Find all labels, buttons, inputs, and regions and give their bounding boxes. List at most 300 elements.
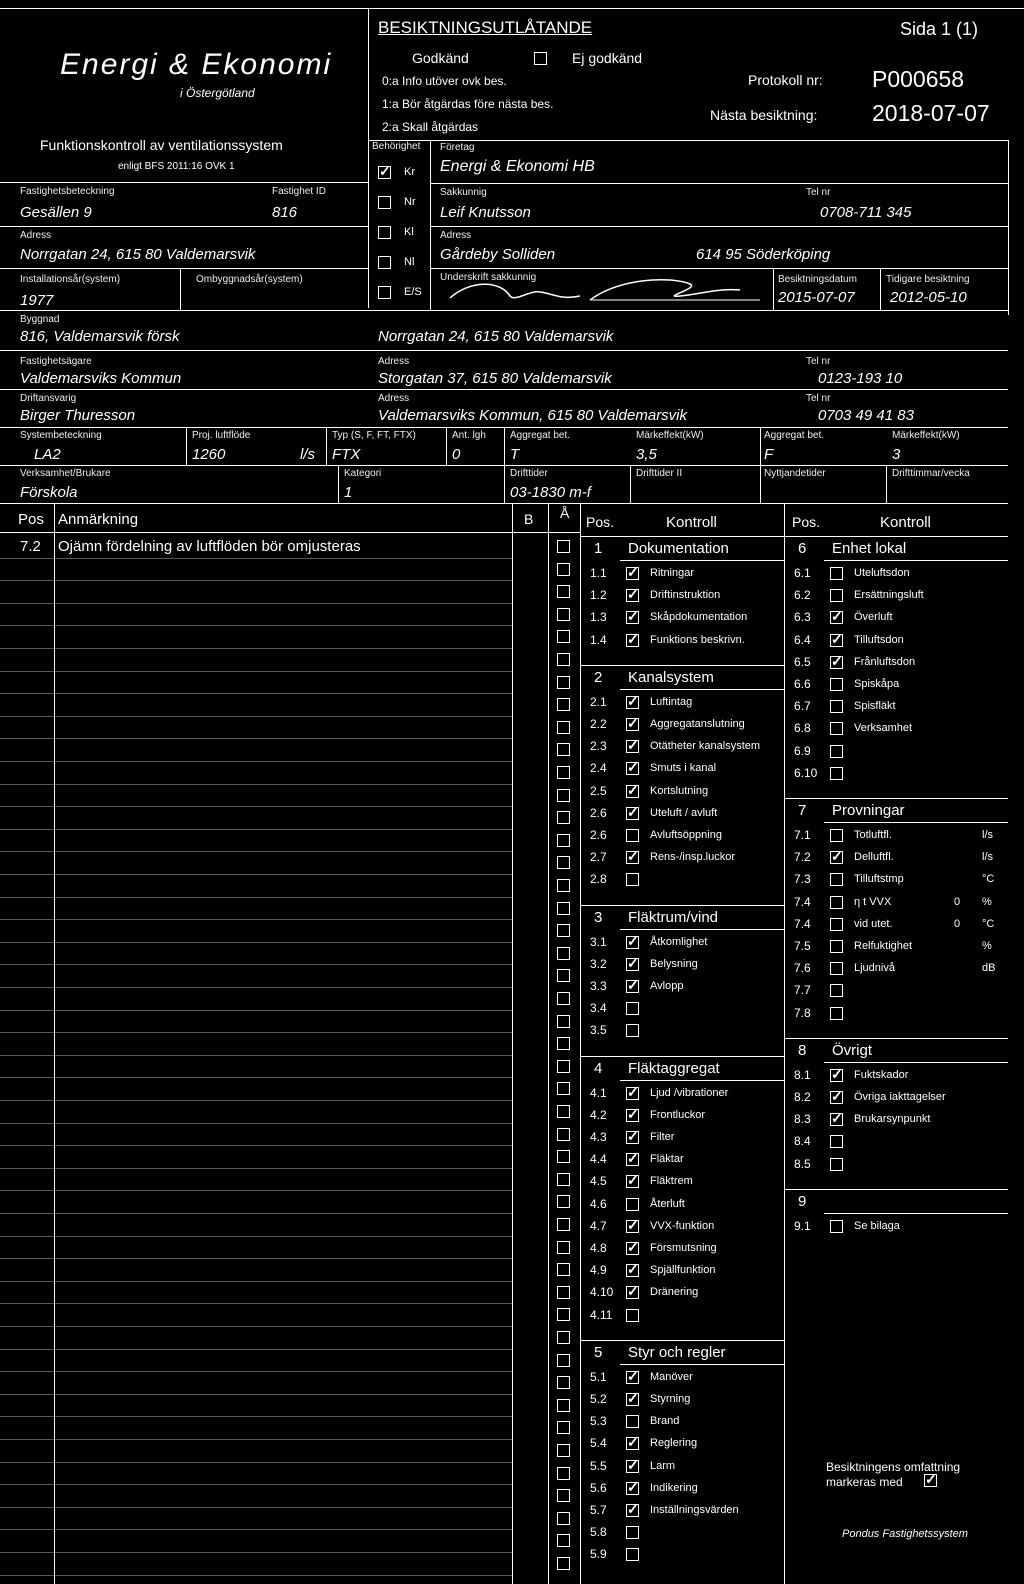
kontroll-pos: 2.8: [590, 872, 607, 887]
typ-value: FTX: [332, 446, 361, 463]
aggregat1-label: Aggregat bet.: [510, 430, 571, 441]
kontroll-item-label: Ljudnivå: [854, 962, 895, 975]
remark-a-checkbox[interactable]: [557, 811, 570, 824]
remark-a-checkbox[interactable]: [557, 1150, 570, 1163]
systembeteckning-label: Systembeteckning: [20, 430, 102, 441]
kontroll-item-label: Totluftfl.: [854, 829, 892, 841]
tidigare-value: 2012-05-10: [890, 289, 967, 306]
kontroll-checkbox[interactable]: [830, 700, 843, 713]
kontroll-item-label: Otätheter kanalsystem: [650, 740, 761, 753]
kontroll-item-label: Fläktrem: [650, 1175, 693, 1188]
kontroll-pos: 6.6: [794, 677, 811, 691]
kontroll-checkbox[interactable]: [626, 980, 639, 993]
kontroll-pos: 5.9: [590, 1547, 607, 1562]
kontroll-checkbox[interactable]: [830, 896, 843, 909]
kontroll-checkbox[interactable]: [626, 1109, 639, 1122]
remarks-b-header: B: [524, 511, 534, 527]
kontroll-item-label: Spisfläkt: [854, 700, 896, 713]
kontroll-item-label: Verksamhet: [854, 722, 913, 735]
kontroll-item-label: Se bilaga: [854, 1219, 900, 1232]
besiktningsdatum-label: Besiktningsdatum: [778, 274, 857, 285]
tidigare-label: Tidigare besiktning: [886, 274, 970, 285]
kontroll-item-label: Filter: [650, 1131, 675, 1143]
footer-brand: Pondus Fastighetssystem: [842, 1528, 968, 1540]
remark-a-checkbox[interactable]: [557, 540, 570, 553]
kontroll-checkbox[interactable]: [626, 851, 639, 864]
kontroll-checkbox[interactable]: [830, 634, 843, 647]
kontroll-item-label: Kortslutning: [650, 784, 709, 797]
kontroll-pos-header-left: Pos.: [586, 514, 615, 530]
remark-a-checkbox[interactable]: [557, 608, 570, 621]
kontroll-item-label: Brukarsynpunkt: [854, 1113, 931, 1126]
kontroll-item-label: vid utet.: [854, 917, 893, 930]
drift-tel: 0703 49 41 83: [818, 407, 914, 424]
remark-a-checkbox[interactable]: [557, 1534, 570, 1547]
remark-a-checkbox[interactable]: [557, 1467, 570, 1480]
kontroll-pos: 6.4: [794, 632, 811, 647]
section-number: 4: [594, 1059, 603, 1077]
kontroll-checkbox[interactable]: [626, 1087, 639, 1100]
kontroll-checkbox[interactable]: [626, 1024, 639, 1037]
remark-a-checkbox[interactable]: [557, 1082, 570, 1095]
kontroll-checkbox[interactable]: [830, 567, 843, 580]
remark-a-checkbox[interactable]: [557, 698, 570, 711]
section-title: Fläktrum/vind: [628, 908, 719, 926]
kontroll-pos: 4.11: [590, 1307, 613, 1322]
kontroll-pos: 4.3: [590, 1130, 607, 1144]
remark-a-checkbox[interactable]: [557, 789, 570, 802]
kontroll-pos: 6.3: [794, 610, 811, 625]
kontroll-checkbox[interactable]: [626, 785, 639, 798]
remark-a-checkbox[interactable]: [557, 630, 570, 643]
kontroll-checkbox[interactable]: [626, 1548, 639, 1561]
kontroll-item-unit: °C: [982, 873, 995, 886]
foretag-label: Företag: [440, 142, 475, 153]
kontroll-item-label: Inställningsvärden: [650, 1504, 739, 1516]
kontroll-checkbox[interactable]: [830, 940, 843, 953]
kontroll-item-label: Avlopp: [650, 980, 684, 992]
legend-1: 1:a Bör åtgärdas före nästa bes.: [382, 97, 554, 111]
kontroll-pos: 5.5: [590, 1458, 607, 1473]
section-title: Dokumentation: [628, 540, 729, 557]
legend-2: 2:a Skall åtgärdas: [382, 120, 479, 134]
sakkunnig-label: Sakkunnig: [440, 187, 487, 198]
fastighet-adress-label: Adress: [20, 230, 52, 241]
kontroll-header-right: Kontroll: [880, 514, 931, 531]
kontroll-item-label: Ljud /vibrationer: [650, 1086, 729, 1099]
kontroll-item-label: Brand: [650, 1415, 680, 1428]
kontroll-checkbox[interactable]: [830, 656, 843, 669]
nyttjandetider-label: Nyttjandetider: [764, 468, 826, 479]
remark-a-checkbox[interactable]: [557, 902, 570, 915]
kontroll-item-label: Indikering: [650, 1481, 698, 1494]
kontroll-item-label: Frontluckor: [650, 1108, 706, 1121]
kontroll-checkbox[interactable]: [626, 958, 639, 971]
kontroll-item-label: Frånluftsdon: [854, 655, 916, 668]
kontroll-item-label: Spiskåpa: [854, 678, 900, 690]
underskrift-label: Underskrift sakkunnig: [440, 272, 537, 283]
nasta-besiktning-label: Nästa besiktning:: [710, 107, 818, 123]
verksamhet-value: Förskola: [20, 484, 78, 501]
remark-a-checkbox[interactable]: [557, 1037, 570, 1050]
kontroll-checkbox[interactable]: [626, 1002, 639, 1015]
remark-a-checkbox[interactable]: [557, 1128, 570, 1141]
kontroll-checkbox[interactable]: [830, 1158, 843, 1171]
section-title: Enhet lokal: [832, 540, 907, 557]
kontroll-item-label: Ersättningsluft: [854, 589, 924, 602]
kontroll-checkbox[interactable]: [626, 936, 639, 949]
remark-a-checkbox[interactable]: [557, 1331, 570, 1344]
kontroll-checkbox[interactable]: [626, 1482, 639, 1495]
kontroll-pos: 7.7: [794, 983, 811, 998]
drifttider-value: 03-1830 m-f: [510, 484, 591, 501]
kontroll-checkbox[interactable]: [626, 611, 639, 624]
remark-a-checkbox[interactable]: [557, 1195, 570, 1208]
drift-adress-label: Adress: [378, 393, 410, 404]
remark-a-checkbox[interactable]: [557, 1060, 570, 1073]
kontroll-checkbox[interactable]: [830, 589, 843, 602]
verksamhet-label: Verksamhet/Brukare: [20, 468, 111, 479]
remark-a-checkbox[interactable]: [557, 969, 570, 982]
kontroll-item-unit: °C: [982, 917, 995, 930]
kontroll-item-label: Fläktar: [650, 1153, 684, 1166]
section-number: 3: [594, 908, 603, 926]
kontroll-item-label: Styrning: [650, 1393, 691, 1405]
drift-adress: Valdemarsviks Kommun, 615 80 Valdemarsvik: [378, 407, 688, 424]
kontroll-pos: 6.8: [794, 721, 811, 736]
remark-a-checkbox[interactable]: [557, 1399, 570, 1412]
section-title: Fläktaggregat: [628, 1059, 720, 1077]
remark-a-checkbox[interactable]: [557, 676, 570, 689]
kontroll-pos: 3.1: [590, 934, 607, 949]
kontroll-checkbox[interactable]: [830, 873, 843, 886]
kontroll-checkbox[interactable]: [830, 767, 843, 780]
kontroll-pos: 2.1: [590, 694, 607, 709]
systembeteckning-value: LA2: [34, 446, 61, 463]
form-subtitle: enligt BFS 2011:16 OVK 1: [118, 161, 235, 172]
drifttimmar-label: Drifttimmar/vecka: [892, 468, 970, 479]
section-number: 7: [798, 802, 807, 819]
kontroll-checkbox[interactable]: [830, 678, 843, 691]
behorighet-checkbox-3[interactable]: [378, 256, 391, 269]
besiktningsdatum-value: 2015-07-07: [778, 289, 855, 306]
kontroll-item-label: Manöver: [650, 1370, 693, 1383]
kontroll-item-label: Övriga iakttagelser: [854, 1091, 946, 1103]
kontroll-checkbox[interactable]: [626, 1175, 639, 1188]
legend-0: 0:a Info utöver ovk bes.: [382, 74, 507, 88]
company-logo: Energi & Ekonomi: [60, 48, 333, 81]
kontroll-pos: 4.10: [590, 1285, 614, 1300]
kontroll-checkbox[interactable]: [830, 1069, 843, 1082]
remark-a-checkbox[interactable]: [557, 1308, 570, 1321]
behorighet-checkbox-2[interactable]: [378, 226, 391, 239]
kontroll-pos: 2.7: [590, 850, 607, 865]
kontroll-checkbox[interactable]: [626, 1504, 639, 1517]
kontroll-checkbox[interactable]: [830, 1007, 843, 1020]
kontroll-pos: 2.5: [590, 783, 607, 798]
company-logo-subtitle: i Östergötland: [180, 86, 255, 100]
kontroll-checkbox[interactable]: [626, 1153, 639, 1166]
section-title: Styr och regler: [628, 1343, 726, 1361]
kontroll-item-label: Återluft: [650, 1197, 685, 1210]
behorighet-code: Kl: [404, 226, 414, 238]
kontroll-pos: 2.4: [590, 761, 607, 776]
kontroll-checkbox[interactable]: [626, 740, 639, 753]
kontroll-checkbox[interactable]: [626, 1198, 639, 1211]
kontroll-checkbox[interactable]: [830, 851, 843, 864]
kontroll-checkbox[interactable]: [626, 1460, 639, 1473]
remark-a-checkbox[interactable]: [557, 1286, 570, 1299]
kontroll-pos: 4.1: [590, 1085, 607, 1100]
kontroll-checkbox[interactable]: [626, 1415, 639, 1428]
kontroll-pos: 3.3: [590, 979, 607, 993]
kontroll-pos: 4.6: [590, 1196, 607, 1211]
kontroll-checkbox[interactable]: [830, 611, 843, 624]
signature-image: [440, 270, 770, 310]
kontroll-pos: 7.5: [794, 939, 811, 953]
kontroll-checkbox[interactable]: [626, 1286, 639, 1299]
kontroll-checkbox[interactable]: [830, 1135, 843, 1148]
remark-a-checkbox[interactable]: [557, 585, 570, 598]
remark-a-checkbox[interactable]: [557, 1444, 570, 1457]
remark-a-checkbox[interactable]: [557, 1105, 570, 1118]
kontroll-checkbox[interactable]: [830, 722, 843, 735]
agare-tel: 0123-193 10: [818, 370, 903, 387]
kontroll-checkbox[interactable]: [830, 1113, 843, 1126]
section-number: 5: [594, 1343, 603, 1361]
markeffekt1-value: 3,5: [636, 446, 657, 463]
kontroll-item-label: Funktions beskrivn.: [650, 633, 745, 646]
kontroll-checkbox[interactable]: [830, 918, 843, 931]
section-number: 2: [594, 668, 603, 686]
kontroll-pos: 4.8: [590, 1241, 607, 1255]
kontroll-item-label: Larm: [650, 1459, 676, 1472]
driftansvarig-label: Driftansvarig: [20, 393, 77, 404]
remark-a-checkbox[interactable]: [557, 947, 570, 960]
remark-a-checkbox[interactable]: [557, 834, 570, 847]
remark-a-checkbox[interactable]: [557, 1421, 570, 1434]
remark-a-checkbox[interactable]: [557, 721, 570, 734]
kontroll-checkbox[interactable]: [626, 1371, 639, 1384]
behorighet-code: Nr: [404, 196, 416, 208]
section-title: Provningar: [832, 802, 905, 819]
kontroll-checkbox[interactable]: [626, 1309, 639, 1322]
kontroll-pos: 9.1: [794, 1218, 811, 1233]
kontroll-pos: 6.2: [794, 588, 811, 603]
section-number: 9: [798, 1192, 807, 1210]
kontroll-item-label: Delluftfl.: [854, 851, 894, 864]
aggregat2-value: F: [764, 446, 774, 463]
kontroll-checkbox[interactable]: [626, 807, 639, 820]
kontroll-item-label: Fuktskador: [854, 1068, 909, 1081]
remark-a-checkbox[interactable]: [557, 992, 570, 1005]
behorighet-checkbox-0[interactable]: [378, 166, 391, 179]
behorighet-code: E/S: [404, 286, 422, 298]
behorighet-checkbox-1[interactable]: [378, 196, 391, 209]
kontroll-checkbox[interactable]: [626, 873, 639, 886]
kontroll-checkbox[interactable]: [626, 718, 639, 731]
kontroll-pos: 6.10: [794, 765, 818, 780]
remark-a-checkbox[interactable]: [557, 1241, 570, 1254]
kontroll-pos: 1.3: [590, 610, 607, 625]
kontroll-item-label: Avluftsöppning: [650, 829, 722, 841]
kontroll-checkbox[interactable]: [626, 1220, 639, 1233]
agare-value: Valdemarsviks Kommun: [20, 370, 182, 387]
remark-a-checkbox[interactable]: [557, 743, 570, 756]
kontroll-item-label: Uteluftsdon: [854, 567, 910, 579]
markeffekt2-value: 3: [892, 446, 901, 463]
kontroll-pos: 5.4: [590, 1436, 607, 1451]
fastighet-id-value: 816: [272, 204, 298, 221]
remark-a-checkbox[interactable]: [557, 1376, 570, 1389]
kontroll-pos: 7.6: [794, 961, 811, 976]
sakkunnig-value: Leif Knutsson: [440, 204, 531, 221]
remark-a-checkbox[interactable]: [557, 1557, 570, 1570]
remark-a-checkbox[interactable]: [557, 924, 570, 937]
foretag-value: Energi & Ekonomi HB: [440, 158, 595, 175]
kontroll-checkbox[interactable]: [830, 1220, 843, 1233]
drifttider-label: Drifttider: [510, 468, 548, 479]
kontroll-pos: 2.2: [590, 717, 607, 731]
kontroll-checkbox[interactable]: [626, 1393, 639, 1406]
remark-a-checkbox[interactable]: [557, 1263, 570, 1276]
remark-a-checkbox[interactable]: [557, 1015, 570, 1028]
kontroll-checkbox[interactable]: [626, 634, 639, 647]
aggregat2-label: Aggregat bet.: [764, 430, 825, 441]
kontroll-pos: 8.3: [794, 1112, 811, 1127]
byggnad-value: 816, Valdemarsvik försk: [20, 328, 180, 345]
kontroll-pos: 8.5: [794, 1156, 811, 1171]
form-title: Funktionskontroll av ventilationssystem: [40, 137, 283, 153]
kategori-label: Kategori: [344, 468, 382, 479]
ej-godkand-label: Ej godkänd: [572, 50, 643, 66]
kontroll-pos: 2.6: [590, 828, 607, 842]
kontroll-checkbox[interactable]: [830, 745, 843, 758]
proj-luftflode-unit: l/s: [300, 446, 315, 463]
kontroll-item-label: Tilluftsdon: [854, 633, 904, 646]
kontroll-checkbox[interactable]: [830, 1091, 843, 1104]
kontroll-checkbox[interactable]: [830, 984, 843, 997]
kontroll-pos: 5.1: [590, 1369, 607, 1384]
kontroll-pos: 5.6: [590, 1480, 607, 1495]
kontroll-item-label: Driftinstruktion: [650, 589, 721, 602]
kontroll-item-label: Dränering: [650, 1286, 699, 1299]
behorighet-label: Behörighet: [372, 141, 421, 152]
remark-pos: 7.2: [20, 538, 41, 555]
remark-a-checkbox[interactable]: [557, 856, 570, 869]
agare-adress-label: Adress: [378, 356, 410, 367]
kontroll-pos: 5.2: [590, 1392, 607, 1406]
kontroll-pos: 8.2: [794, 1090, 811, 1104]
remark-a-checkbox[interactable]: [557, 1218, 570, 1231]
kontroll-pos: 4.7: [590, 1218, 607, 1233]
kontroll-item-unit: dB: [982, 962, 996, 975]
kontroll-pos: 1.1: [590, 566, 607, 580]
kontroll-checkbox[interactable]: [626, 1264, 639, 1277]
kontroll-item-unit: %: [982, 940, 992, 952]
remark-a-checkbox[interactable]: [557, 1173, 570, 1186]
protokoll-label: Protokoll nr:: [748, 72, 823, 88]
kontroll-pos: 3.4: [590, 1001, 607, 1016]
kontroll-checkbox[interactable]: [626, 589, 639, 602]
fastighet-adress-value: Norrgatan 24, 615 80 Valdemarsvik: [20, 246, 256, 263]
proj-luftflode-value: 1260: [192, 446, 226, 463]
aggregat1-value: T: [510, 446, 520, 463]
installationsar-label: Installationsår(system): [20, 274, 121, 285]
drifttider2-label: Drifttider II: [636, 468, 683, 479]
remark-a-checkbox[interactable]: [557, 766, 570, 779]
markeffekt2-label: Märkeffekt(kW): [892, 430, 960, 441]
kontroll-item-label: Uteluft / avluft: [650, 806, 718, 819]
section-title: Övrigt: [832, 1041, 873, 1059]
kontroll-pos: 3.5: [590, 1023, 607, 1038]
fastighetsbeteckning-label: Fastighetsbeteckning: [20, 186, 115, 197]
remark-a-checkbox[interactable]: [557, 879, 570, 892]
remark-a-checkbox[interactable]: [557, 563, 570, 576]
typ-label: Typ (S, F, FT, FTX): [332, 430, 416, 441]
kontroll-item-label: η t VVX: [854, 895, 892, 908]
sakkunnig-tel-label: Tel nr: [806, 187, 831, 198]
kontroll-pos: 7.4: [794, 916, 811, 931]
remark-a-checkbox[interactable]: [557, 1512, 570, 1525]
kontroll-item-label: Reglering: [650, 1437, 698, 1450]
markeffekt1-label: Märkeffekt(kW): [636, 430, 704, 441]
section-number: 8: [798, 1041, 807, 1059]
kontroll-item-label: Ritningar: [650, 567, 695, 579]
kontroll-item-unit: l/s: [982, 851, 993, 864]
kontroll-pos: 3.2: [590, 956, 607, 971]
kontroll-pos: 8.1: [794, 1067, 811, 1082]
kontroll-checkbox[interactable]: [626, 762, 639, 775]
kontroll-checkbox[interactable]: [626, 1526, 639, 1539]
kontroll-pos: 7.2: [794, 850, 811, 865]
kontroll-item-label: Åtkomlighet: [650, 935, 708, 948]
remark-a-checkbox[interactable]: [557, 653, 570, 666]
remark-text: Ojämn fördelning av luftflöden bör omjusteras: [58, 538, 361, 555]
remarks-anm-header: Anmärkning: [58, 511, 139, 528]
remark-a-checkbox[interactable]: [557, 1354, 570, 1367]
kontroll-checkbox[interactable]: [830, 829, 843, 842]
kontroll-checkbox[interactable]: [626, 1131, 639, 1144]
kontroll-item-label: Försmutsning: [650, 1242, 717, 1254]
kontroll-pos: 7.8: [794, 1005, 811, 1020]
kontroll-item-label: Smuts i kanal: [650, 762, 717, 775]
ant-lgh-value: 0: [452, 446, 461, 463]
agare-adress: Storgatan 37, 615 80 Valdemarsvik: [378, 370, 612, 387]
proj-luftflode-label: Proj. luftflöde: [192, 430, 251, 441]
kontroll-item-label: Överluft: [854, 611, 893, 624]
kontroll-checkbox[interactable]: [830, 962, 843, 975]
kontroll-checkbox[interactable]: [626, 696, 639, 709]
kontroll-checkbox[interactable]: [626, 1242, 639, 1255]
kontroll-item-unit: %: [982, 895, 992, 908]
godkand-checkbox[interactable]: [534, 52, 547, 65]
kontroll-checkbox[interactable]: [626, 567, 639, 580]
kontroll-pos: 6.5: [794, 654, 811, 669]
kontroll-checkbox[interactable]: [626, 1437, 639, 1450]
kontroll-checkbox[interactable]: [626, 829, 639, 842]
omfattning-note: Besiktningens omfattning markeras med: [826, 1460, 961, 1489]
kontroll-pos: 6.7: [794, 699, 811, 714]
kontroll-item-label: Aggregatanslutning: [650, 718, 745, 730]
sakkunnig-tel: 0708-711 345: [820, 204, 912, 221]
sakkunnig-adress-label: Adress: [440, 230, 472, 241]
behorighet-checkbox-4[interactable]: [378, 286, 391, 299]
behorighet-code: Nl: [404, 256, 415, 268]
kontroll-pos: 8.4: [794, 1134, 811, 1149]
remark-a-checkbox[interactable]: [557, 1489, 570, 1502]
ombyggnadsar-label: Ombyggnadsår(system): [196, 274, 303, 285]
